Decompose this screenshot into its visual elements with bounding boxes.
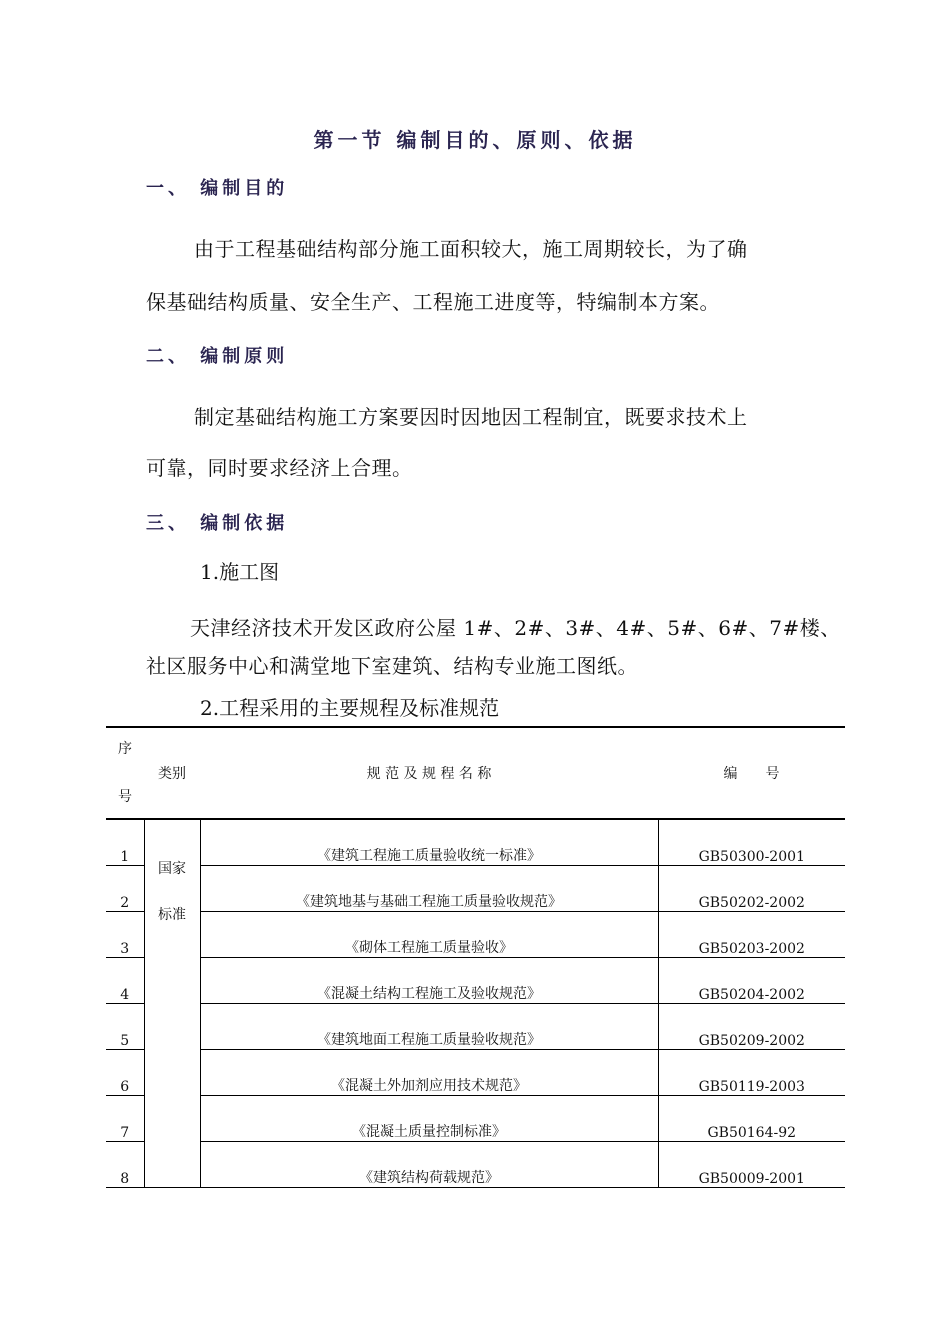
row-code: GB50009-2001 (658, 1142, 845, 1188)
row-name: 《砌体工程施工质量验收》 (200, 912, 658, 958)
drawings-text-line-1: 天津经济技术开发区政府公屋 1#、2#、3#、4#、5#、6#、7#楼、 (190, 616, 841, 640)
table-header-row (106, 727, 845, 819)
row-code: GB50300-2001 (658, 819, 845, 866)
category-cell (144, 819, 200, 1188)
subheading-drawings: 1.施工图 (200, 560, 280, 584)
row-num: 3 (106, 912, 144, 958)
table-row (106, 866, 845, 912)
section-heading-purpose: 一、 编制目的 (146, 178, 289, 199)
table-row (106, 1096, 845, 1142)
table-row (106, 912, 845, 958)
row-name: 《混凝土外加剂应用技术规范》 (200, 1050, 658, 1096)
purpose-text-line-2: 保基础结构质量、安全生产、工程施工进度等，特编制本方案。 (146, 290, 720, 314)
row-name: 《混凝土结构工程施工及验收规范》 (200, 958, 658, 1004)
row-code: GB50209-2002 (658, 1004, 845, 1050)
row-name: 《建筑工程施工质量验收统一标准》 (200, 819, 658, 866)
row-code: GB50203-2002 (658, 912, 845, 958)
row-num: 7 (106, 1096, 144, 1142)
section-heading-basis: 三、 编制依据 (146, 513, 289, 534)
category-line-2: 标准 (158, 907, 186, 923)
row-num: 4 (106, 958, 144, 1004)
purpose-text-line-1: 由于工程基础结构部分施工面积较大，施工周期较长，为了确 (194, 237, 748, 261)
table-row (106, 819, 845, 866)
row-code: GB50202-2002 (658, 866, 845, 912)
principle-text-line-1: 制定基础结构施工方案要因时因地因工程制宜，既要求技术上 (194, 405, 748, 429)
table-row (106, 1050, 845, 1096)
row-name: 《建筑地面工程施工质量验收规范》 (200, 1004, 658, 1050)
row-code: GB50164-92 (658, 1096, 845, 1142)
category-line-1: 国家 (158, 861, 186, 877)
header-category: 类别 (144, 727, 200, 819)
standards-table (106, 726, 845, 1188)
row-num: 5 (106, 1004, 144, 1050)
header-seq-bottom: 号 (118, 789, 132, 805)
row-num: 1 (106, 819, 144, 866)
row-num: 8 (106, 1142, 144, 1188)
table-row (106, 1142, 845, 1188)
row-name: 《建筑地基与基础工程施工质量验收规范》 (200, 866, 658, 912)
row-code: GB50204-2002 (658, 958, 845, 1004)
drawings-text-line-2: 社区服务中心和满堂地下室建筑、结构专业施工图纸。 (146, 654, 638, 678)
row-num: 2 (106, 866, 144, 912)
table-row (106, 958, 845, 1004)
row-name: 《混凝土质量控制标准》 (200, 1096, 658, 1142)
header-name: 规 范 及 规 程 名 称 (200, 727, 658, 819)
subheading-standards: 2.工程采用的主要规程及标准规范 (200, 696, 500, 720)
header-seq (106, 727, 144, 819)
header-seq-top: 序 (118, 741, 132, 757)
table-row (106, 1004, 845, 1050)
section-heading-principle: 二、 编制原则 (146, 346, 289, 367)
page-title: 第一节 编制目的、原则、依据 (313, 128, 637, 152)
row-code: GB50119-2003 (658, 1050, 845, 1096)
principle-text-line-2: 可靠，同时要求经济上合理。 (146, 456, 413, 480)
row-name: 《建筑结构荷载规范》 (200, 1142, 658, 1188)
header-code: 编 号 (658, 727, 845, 819)
row-num: 6 (106, 1050, 144, 1096)
